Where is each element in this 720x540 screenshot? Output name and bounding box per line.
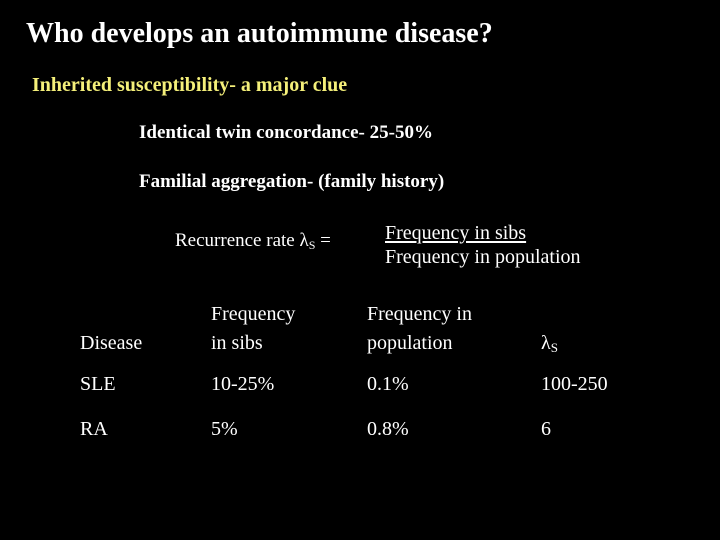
table-cell-ra-sibs: 5% (211, 418, 238, 440)
formula-label (175, 230, 331, 253)
table-cell-ra-lambda: 6 (541, 418, 551, 440)
formula-numerator: Frequency in sibs (385, 222, 527, 244)
table-cell-sle-lambda: 100-250 (541, 373, 608, 395)
formula-denominator: Frequency in population (385, 246, 581, 268)
table-header-population-line1: Frequency in (367, 303, 472, 325)
bullet-twin-concordance: Identical twin concordance- 25-50% (139, 122, 433, 143)
table-header-lambda-symbol: λ (541, 332, 551, 354)
table-cell-sle-population: 0.1% (367, 373, 409, 395)
table-cell-sle-disease: SLE (80, 373, 116, 395)
table-cell-ra-population: 0.8% (367, 418, 409, 440)
table-header-lambda (541, 329, 558, 362)
slide-title: Who develops an autoimmune disease? (26, 18, 493, 49)
table-header-sibs-line2: in sibs (211, 332, 263, 354)
table-header-disease: Disease (80, 332, 143, 354)
formula-label-text: Recurrence rate λ (175, 230, 309, 251)
formula-label-subscript: S (308, 238, 316, 252)
table-cell-sle-sibs: 10-25% (211, 373, 275, 395)
table-cell-ra-disease: RA (80, 418, 108, 440)
table-header-lambda-subscript: S (550, 340, 558, 355)
table-header-population-line2: population (367, 332, 453, 354)
formula-equals: = (315, 230, 331, 251)
table-header-sibs-line1: Frequency (211, 303, 296, 325)
bullet-familial-aggregation: Familial aggregation- (family history) (139, 171, 445, 192)
slide-subtitle: Inherited susceptibility- a major clue (32, 74, 348, 96)
